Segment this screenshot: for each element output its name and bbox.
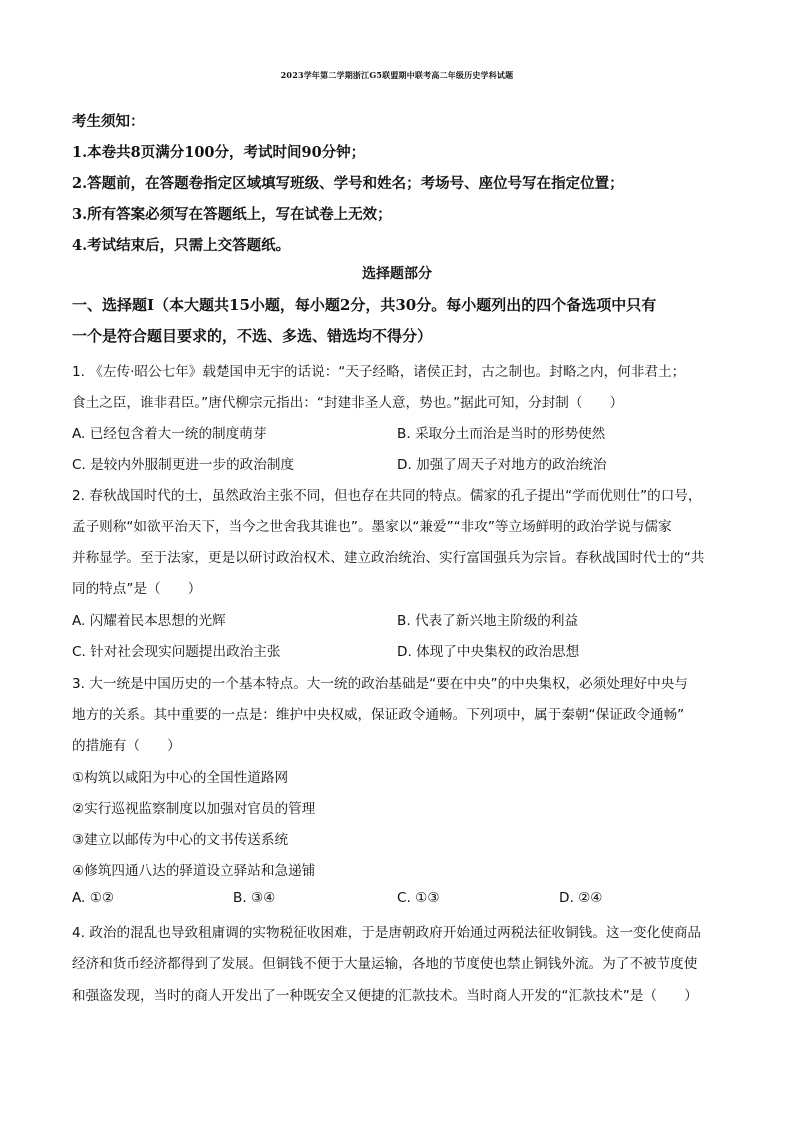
question-4-stem: 4. 政治的混乱也导致租庸调的实物税征收困难，于是唐朝政府开始通过两税法征收铜钱。这一变化使商品 <box>72 925 702 941</box>
question-4-stem: 经济和货币经济都得到了发展。但铜钱不便于大量运输，各地的节度使也禁止铜钱外流。为了不被节度使 <box>72 956 698 972</box>
question-1-option-b: B. 采取分土而治是当时的形势使然 <box>397 426 606 442</box>
question-3-item: ①构筑以咸阳为中心的全国性道路网 <box>72 770 289 786</box>
section-instruction: 一个是符合题目要求的，不选、多选、错选均不得分） <box>72 327 433 345</box>
notice-item: 3.所有答案必须写在答题纸上，写在试卷上无效； <box>72 206 392 223</box>
notice-item: 1.本卷共8页满分100分，考试时间90分钟； <box>72 144 366 161</box>
question-3-option-c: C. ①③ <box>397 890 440 906</box>
section-title: 选择题部分 <box>362 266 432 282</box>
section-instruction: 一、选择题Ⅰ（本大题共15小题，每小题2分，共30分。每小题列出的四个备选项中只有 <box>72 296 657 314</box>
notice-item: 2.答题前，在答题卷指定区域填写班级、学号和姓名；考场号、座位号写在指定位置； <box>72 175 624 192</box>
question-2-option-c: C. 针对社会现实问题提出政治主张 <box>72 644 281 660</box>
question-3-option-b: B. ③④ <box>233 890 276 906</box>
question-1-option-d: D. 加强了周天子对地方的政治统治 <box>397 457 607 473</box>
question-3-item: ②实行巡视监察制度以加强对官员的管理 <box>72 801 316 817</box>
question-4-stem: 和强盗发现，当时的商人开发出了一种既安全又便捷的汇款技术。当时商人开发的“汇款技术”是（ ） <box>72 988 698 1004</box>
question-2-option-b: B. 代表了新兴地主阶级的利益 <box>397 613 579 629</box>
question-2-stem: 同的特点”是（ ） <box>72 581 202 597</box>
question-1-stem: 1. 《左传·昭公七年》载楚国申无宇的话说：“天子经略，诸侯正封，古之制也。封略之内，何非君土； <box>72 364 686 380</box>
question-3-stem: 地方的关系。其中重要的一点是：维护中央权威，保证政令通畅。下列项中，属于秦朝“保证政令通畅” <box>72 707 685 723</box>
exam-title: 2023学年第二学期浙江G5联盟期中联考高二年级历史学科试题 <box>280 70 514 80</box>
question-1-stem: 食土之臣，谁非君臣。”唐代柳宗元指出：“封建非圣人意，势也。”据此可知，分封制（ ） <box>72 395 624 411</box>
question-3-option-a: A. ①② <box>72 890 115 906</box>
question-3-option-d: D. ②④ <box>559 890 603 906</box>
question-2-stem: 2. 春秋战国时代的士，虽然政治主张不同，但也存在共同的特点。儒家的孔子提出“学而优则仕”的口号， <box>72 488 702 504</box>
question-2-option-a: A. 闪耀着民本思想的光辉 <box>72 613 226 629</box>
question-2-stem: 并称显学。至于法家，更是以研讨政治权术、建立政治统治、实行富国强兵为宗旨。春秋战国时代士的“共 <box>72 550 705 566</box>
question-2-stem: 孟子则称“如欲平治天下，当今之世舍我其谁也”。墨家以“兼爱”“非攻”等立场鲜明的政治学说与儒家 <box>72 519 672 535</box>
notice-heading: 考生须知： <box>72 113 145 130</box>
question-3-stem: 3. 大一统是中国历史的一个基本特点。大一统的政治基础是“要在中央”的中央集权，必须处理好中央与 <box>72 676 688 692</box>
notice-item: 4.考试结束后，只需上交答题纸。 <box>72 237 291 254</box>
question-1-option-c: C. 是较内外服制更进一步的政治制度 <box>72 457 295 473</box>
question-3-item: ④修筑四通八达的驿道设立驿站和急递铺 <box>72 863 316 879</box>
question-3-stem: 的措施有（ ） <box>72 738 181 754</box>
question-3-item: ③建立以邮传为中心的文书传送系统 <box>72 832 289 848</box>
question-1-option-a: A. 已经包含着大一统的制度萌芽 <box>72 426 267 442</box>
question-2-option-d: D. 体现了中央集权的政治思想 <box>397 644 580 660</box>
